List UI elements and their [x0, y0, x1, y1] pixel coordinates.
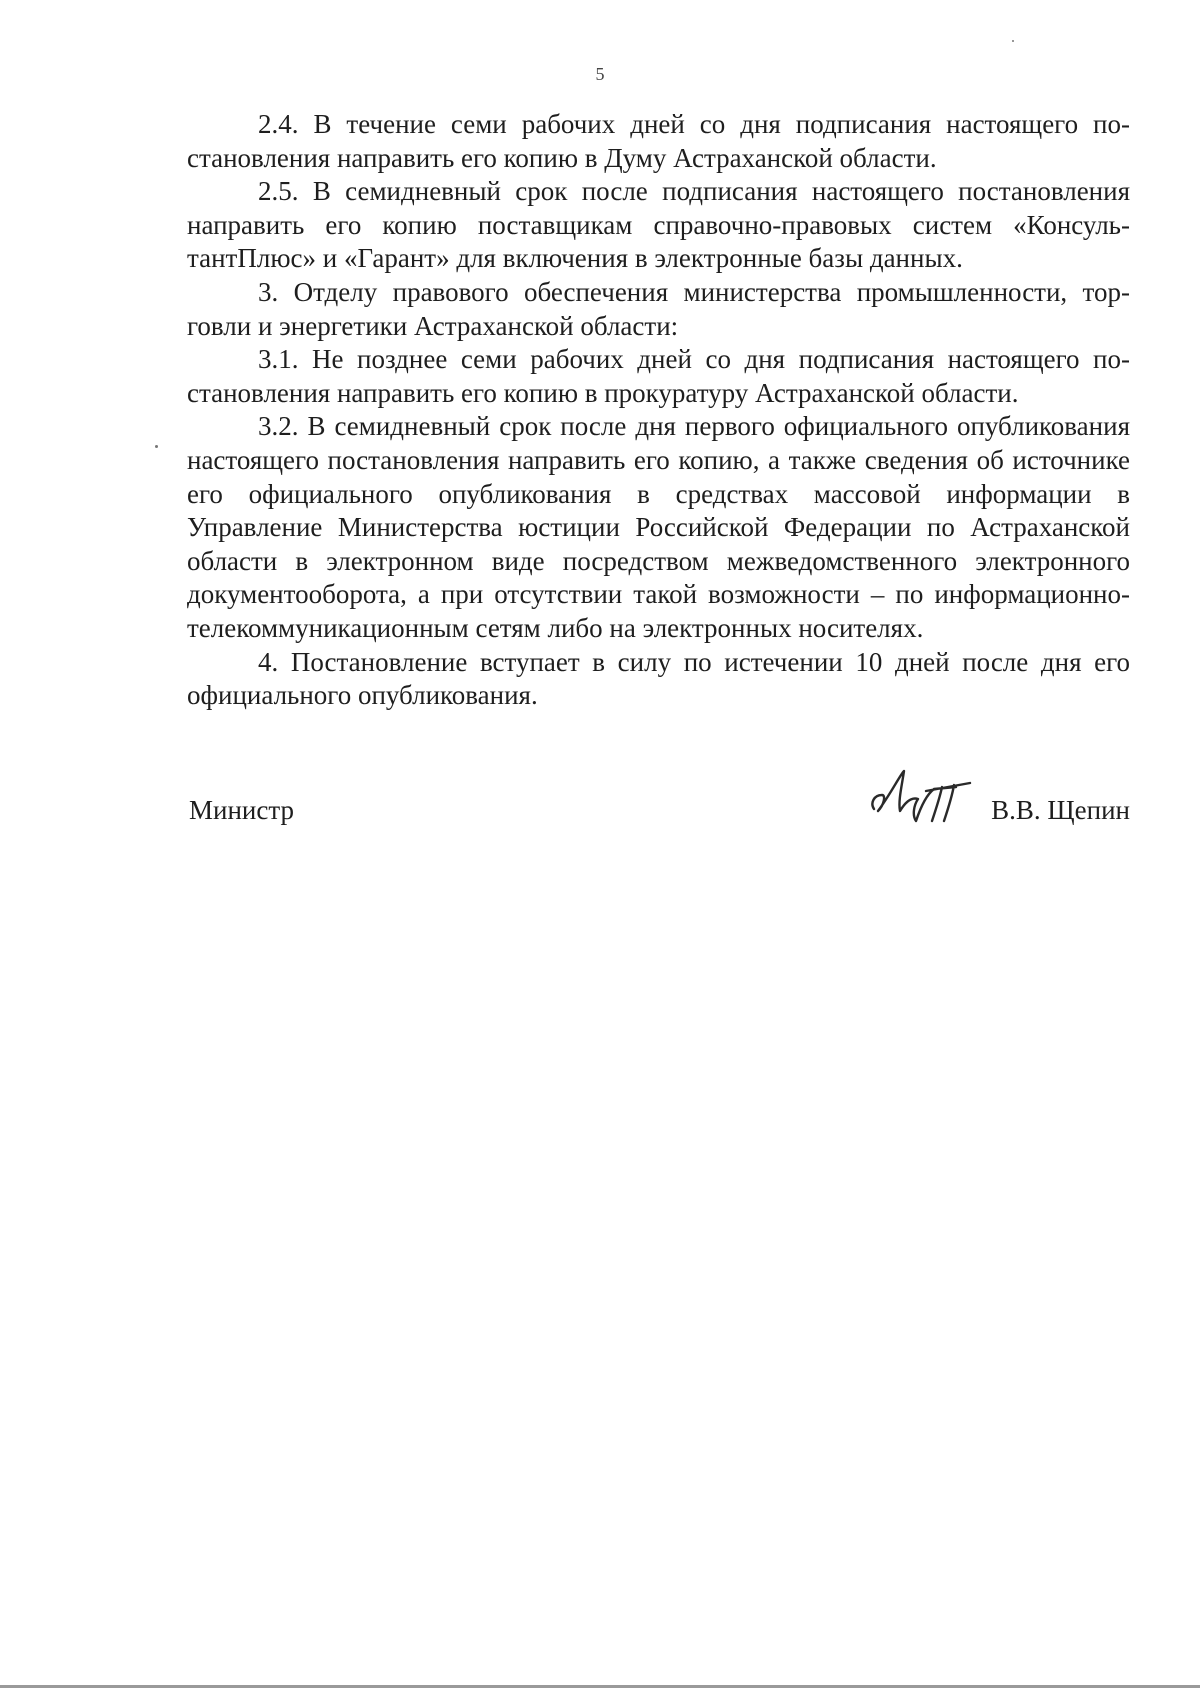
document-body	[187, 108, 1130, 713]
scan-speck	[155, 445, 158, 448]
signature-block	[187, 765, 1130, 825]
signatory-title: Министр	[189, 795, 294, 825]
page-number: 5	[595, 64, 605, 84]
paragraph-2-5: 2.5. В семидневный срок после подписания настоящего постановления направить его копию поставщикам справочно-правовых систем «КонсультантПлюс» и «Гарант» для включения в электронные базы данных.	[187, 176, 1130, 274]
signatory-name: В.В. Щепин	[991, 795, 1130, 825]
handwritten-signature	[860, 765, 980, 827]
scan-bottom-edge	[0, 1685, 1200, 1688]
scan-speck	[1012, 40, 1014, 42]
paragraph-3: 3. Отделу правового обеспечения министерства промышленности, торговли и энергетики Астраханской области:	[187, 276, 1130, 341]
paragraph-3-2: 3.2. В семидневный срок после дня первого официального опубликования настоящего постановления направить его копию, а также сведения об источнике его официального опубликования в средствах массовой информации в Управление Министерства юстиции Российской Федерации по Астраханской области в электронном виде посредством межведомственного электронного документооборота, а при отсутствии такой возможности – по информационно-телекоммуникационным сетям либо на электронных носителях.	[187, 411, 1130, 643]
paragraph-3-1: 3.1. Не позднее семи рабочих дней со дня подписания настоящего постановления направить его копию в прокуратуру Астраханской области.	[187, 344, 1130, 408]
paragraph-4: 4. Постановление вступает в силу по истечении 10 дней после дня его официального опубликования.	[187, 646, 1130, 711]
paragraph-2-4: 2.4. В течение семи рабочих дней со дня подписания настоящего постановления направить его копию в Думу Астраханской области.	[187, 109, 1130, 173]
